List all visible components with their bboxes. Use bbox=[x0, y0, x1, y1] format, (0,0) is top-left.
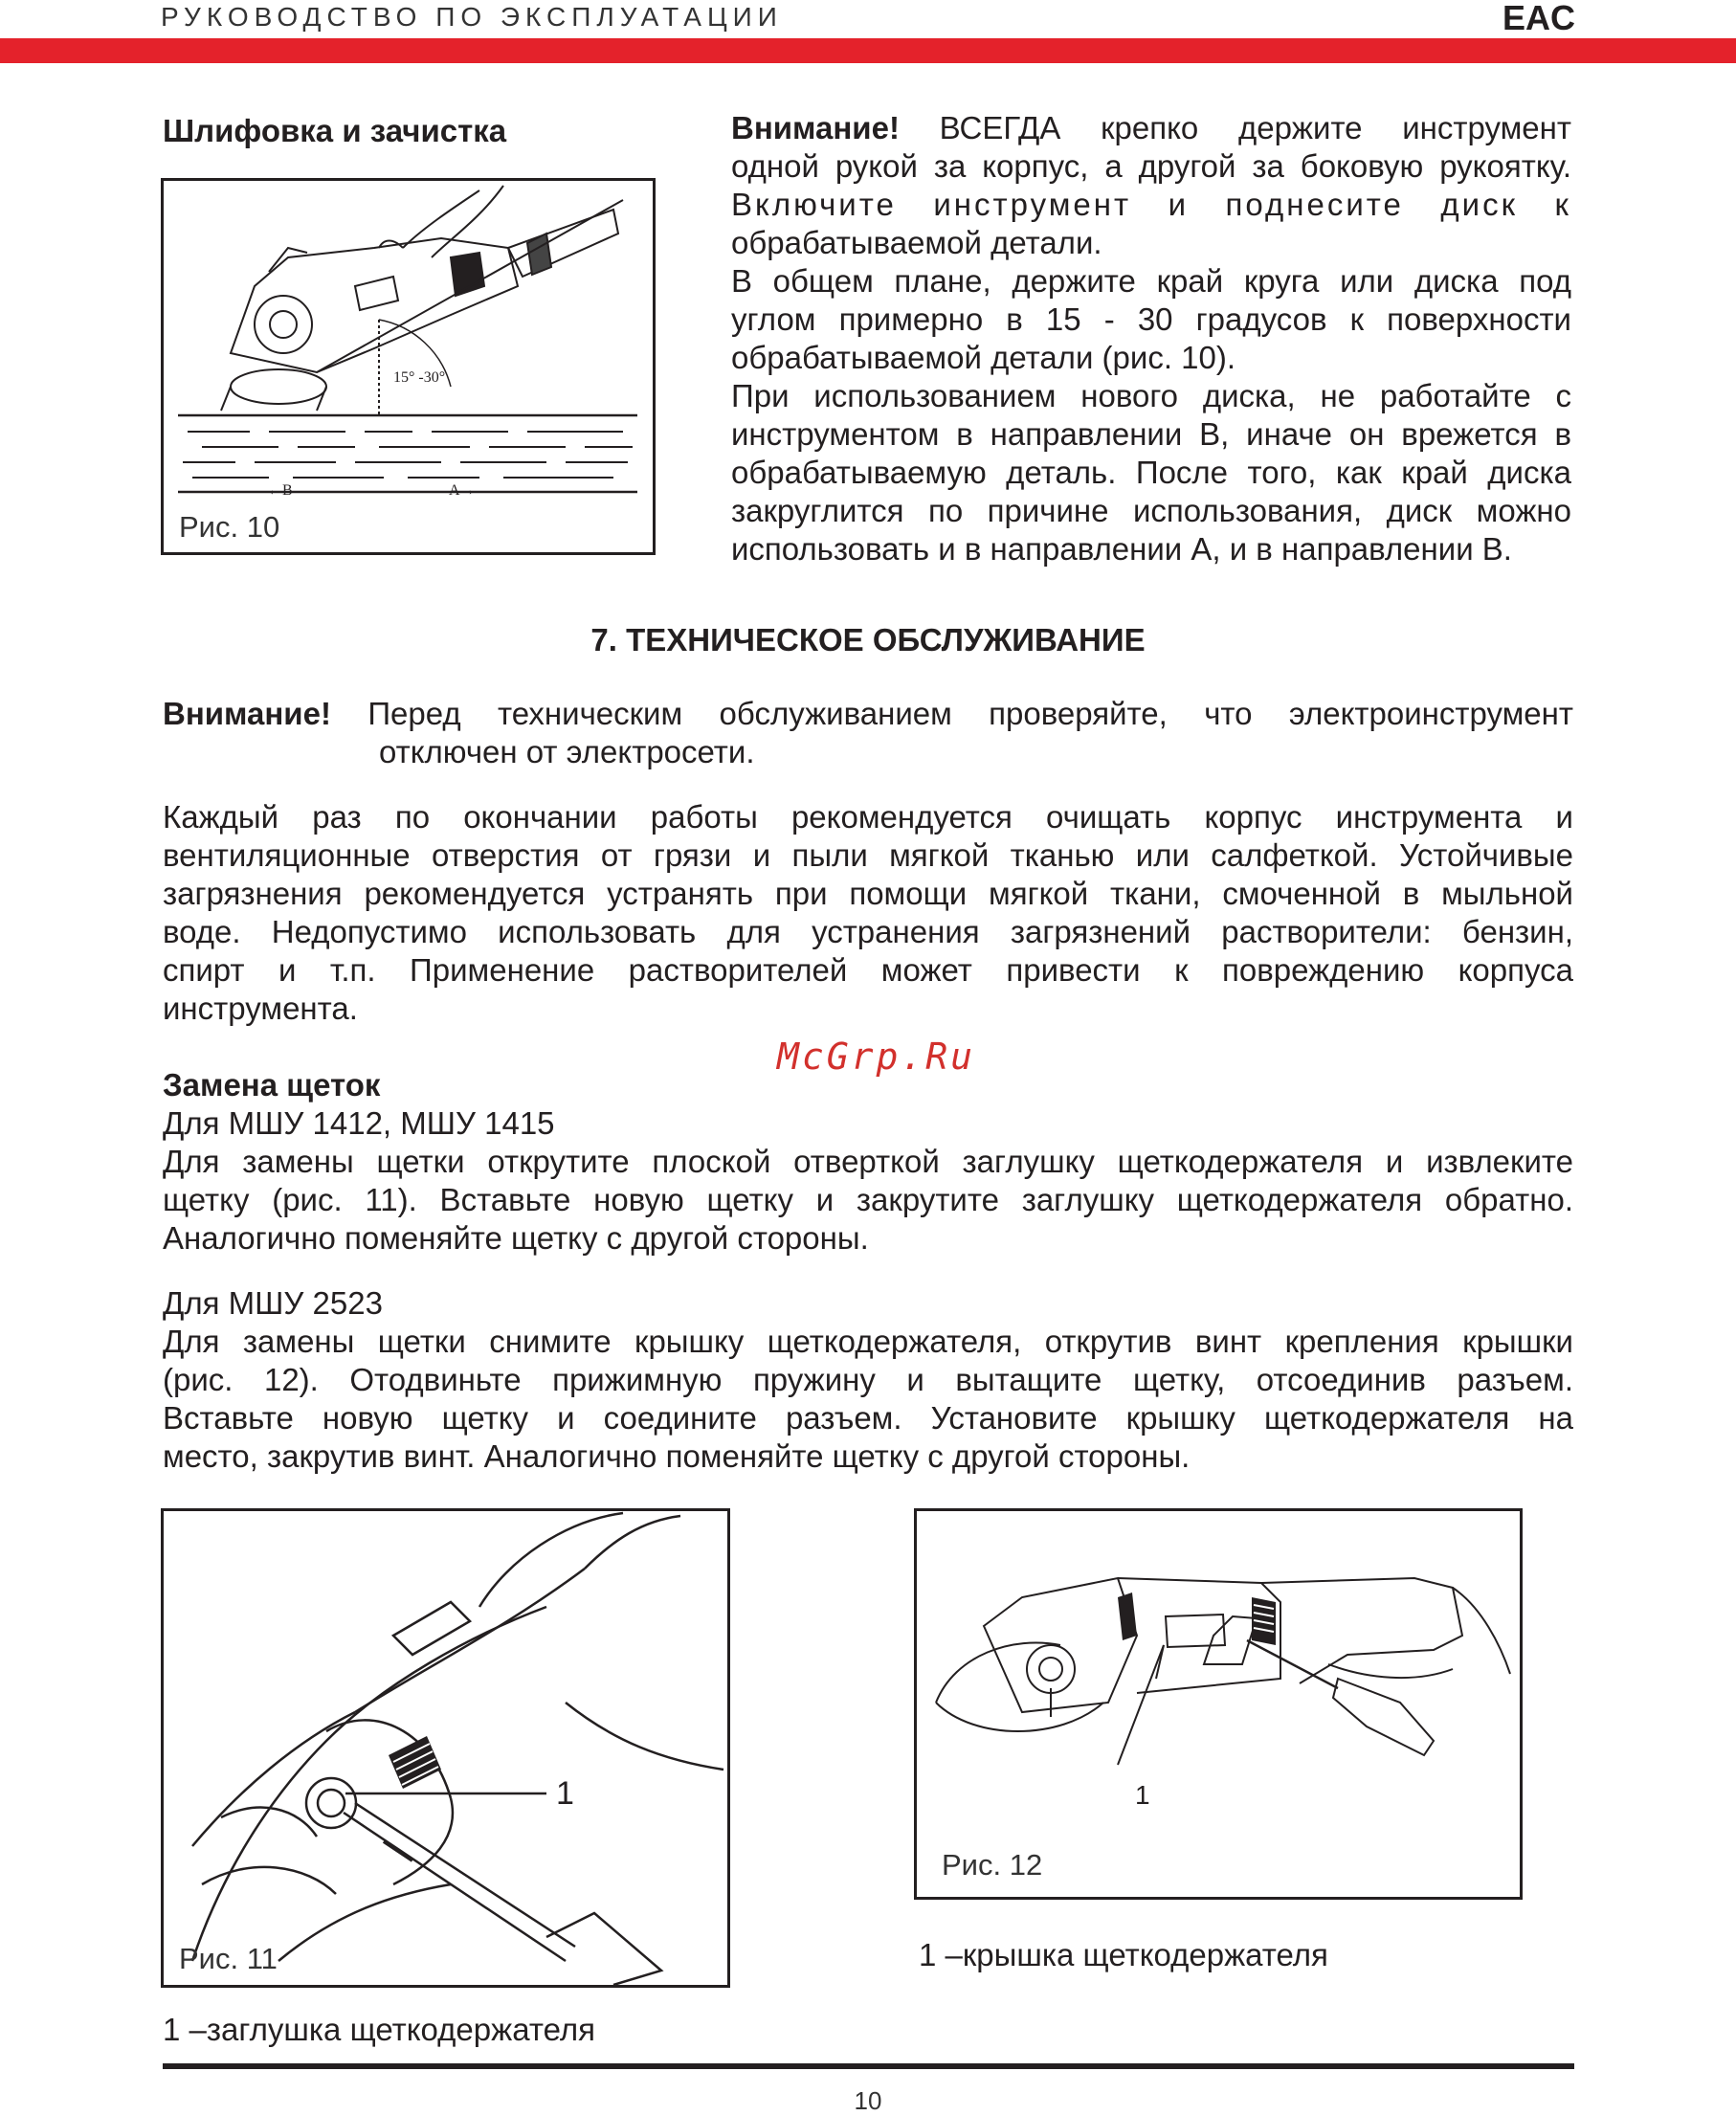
paragraph-line: спирт и т.п. Применение растворителей может привести к повреждению корпуса bbox=[163, 952, 1573, 988]
fig11-legend: 1 –заглушка щеткодержателя bbox=[163, 2012, 595, 2047]
brushes-line: (рис. 12). Отодвиньте прижимную пружину и вытащите щетку, отсоединив разъем. bbox=[163, 1362, 1573, 1397]
brushes-line: Для замены щетки снимите крышку щеткодержателя, открутив винт крепления крышки bbox=[163, 1324, 1573, 1359]
grinding-line: одной рукой за корпус, а другой за боковую рукоятку. bbox=[731, 148, 1571, 184]
grinding-line: использовать и в направлении А, и в направлении В. bbox=[731, 531, 1512, 567]
brushes-models-1: Для МШУ 1412, МШУ 1415 bbox=[163, 1105, 555, 1141]
attention-label: Внимание! bbox=[731, 110, 900, 145]
brushes-section bbox=[163, 1066, 1573, 1476]
brushes-line: щетку (рис. 11). Вставьте новую щетку и закрутите заглушку щеткодержателя обратно. bbox=[163, 1182, 1573, 1217]
grinding-line: инструментом в направлении В, иначе он врежется в bbox=[731, 416, 1571, 452]
figure-11 bbox=[161, 1508, 730, 1988]
header-accent-bar bbox=[0, 38, 1736, 63]
fig12-callout: 1 bbox=[1135, 1780, 1150, 1810]
brushes-models-2: Для МШУ 2523 bbox=[163, 1285, 383, 1321]
grinding-line: Включите инструмент и поднесите диск к bbox=[731, 187, 1571, 222]
grinding-line: В общем плане, держите край круга или диска под bbox=[731, 263, 1571, 299]
grinding-heading: Шлифовка и зачистка bbox=[163, 113, 507, 148]
maintenance-title: 7. ТЕХНИЧЕСКОЕ ОБСЛУЖИВАНИЕ bbox=[590, 622, 1146, 657]
paragraph-line: воде. Недопустимо использовать для устранения загрязнений растворители: бензин, bbox=[163, 914, 1573, 949]
fig12-legend: 1 –крышка щеткодержателя bbox=[919, 1937, 1328, 1972]
figure-12 bbox=[914, 1508, 1523, 1900]
paragraph-line: Каждый раз по окончании работы рекомендуется очищать корпус инструмента и bbox=[163, 799, 1573, 835]
brushes-heading: Замена щеток bbox=[163, 1067, 381, 1103]
brush-cover-illustration bbox=[917, 1511, 1520, 1897]
grinding-line: обрабатываемой детали (рис. 10). bbox=[731, 340, 1236, 375]
paragraph-line: загрязнения рекомендуется устранять при помощи мягкой ткани, смоченной в мыльной bbox=[163, 876, 1573, 911]
figure-12-caption: Рис. 12 bbox=[942, 1848, 1043, 1882]
attention-text: отключен от электросети. bbox=[379, 734, 755, 769]
paragraph-line: вентиляционные отверстия от грязи и пыли мягкой тканью или салфеткой. Устойчивые bbox=[163, 837, 1573, 873]
figure-10-caption: Рис. 10 bbox=[179, 510, 280, 544]
fig11-callout: 1 bbox=[556, 1775, 574, 1812]
brush-cap-illustration bbox=[164, 1511, 727, 1985]
brushes-line: место, закрутив винт. Аналогично поменяйте щетку с другой стороны. bbox=[163, 1438, 1191, 1474]
brushes-line: Аналогично поменяйте щетку с другой стороны. bbox=[163, 1220, 869, 1256]
direction-b-label: ←B bbox=[267, 482, 293, 499]
attention-text: Перед техническим обслуживанием проверяйте, что электроинструмент bbox=[330, 696, 1573, 731]
eac-mark: EAC bbox=[1502, 0, 1575, 37]
attention-label: Внимание! bbox=[163, 696, 331, 731]
grinding-line: углом примерно в 15 - 30 градусов к поверхности bbox=[731, 301, 1571, 337]
brushes-line: Для замены щетки открутите плоской отверткой заглушку щеткодержателя и извлеките bbox=[163, 1144, 1573, 1179]
paragraph-line: инструмента. bbox=[163, 991, 358, 1026]
angle-label: 15° -30° bbox=[393, 369, 446, 386]
maintenance-attention bbox=[163, 695, 1573, 771]
grinding-line: ВСЕГДА крепко держите инструмент bbox=[899, 110, 1571, 145]
grinding-line: закруглится по причине использования, диск можно bbox=[731, 493, 1571, 528]
grinding-line: При использованием нового диска, не работайте с bbox=[731, 378, 1571, 413]
grinder-angle-illustration bbox=[164, 181, 653, 552]
direction-a-label: A→ bbox=[449, 482, 476, 499]
grinding-line: обрабатываемую деталь. После того, как край диска bbox=[731, 455, 1571, 490]
figure-11-caption: Рис. 11 bbox=[179, 1942, 278, 1975]
watermark: McGrp.Ru bbox=[777, 1036, 976, 1078]
grinding-line: обрабатываемой детали. bbox=[731, 225, 1102, 260]
brushes-line: Вставьте новую щетку и соедините разъем. Установите крышку щеткодержателя на bbox=[163, 1400, 1573, 1436]
header-title: РУКОВОДСТВО ПО ЭКСПЛУАТАЦИИ bbox=[161, 2, 783, 32]
figure-10 bbox=[161, 178, 656, 555]
footer-rule bbox=[163, 2063, 1574, 2069]
page-number: 10 bbox=[854, 2086, 882, 2115]
grinding-instructions bbox=[731, 109, 1571, 568]
maintenance-paragraph bbox=[163, 798, 1573, 1028]
